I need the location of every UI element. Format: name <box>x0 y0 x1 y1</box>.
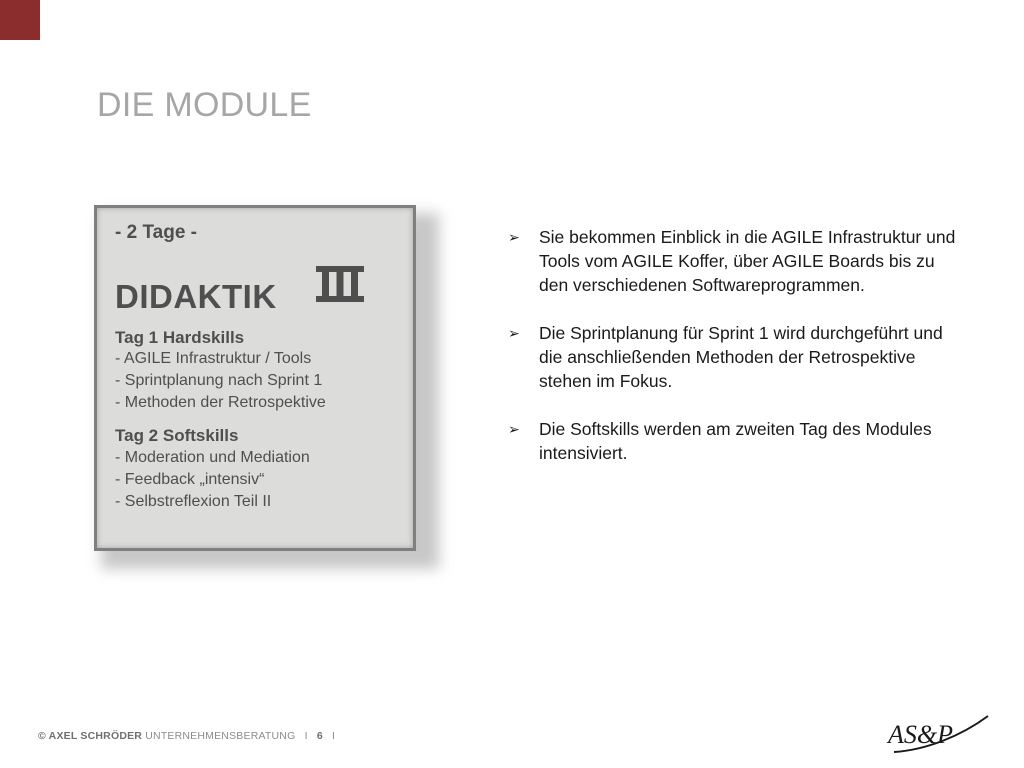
accent-square <box>0 0 40 40</box>
day2-heading: Tag 2 Softskills <box>115 426 239 445</box>
bullet-text: Sie bekommen Einblick in die AGILE Infrastruktur und Tools vom AGILE Koffer, über AGILE Boards bis zu den verschiedenen Softwareprogrammen. <box>539 227 956 295</box>
arrow-bullet-icon: ➢ <box>508 325 520 341</box>
bullet-item <box>506 225 956 297</box>
day2-topic: - Selbstreflexion Teil II <box>115 493 272 510</box>
footer-separator: I <box>332 730 336 742</box>
day1-heading: Tag 1 Hardskills <box>115 328 245 347</box>
asp-logo <box>886 712 996 756</box>
roman-numeral-three-pillar-icon <box>316 266 364 302</box>
bullet-item <box>506 321 956 393</box>
footer-separator: I <box>304 730 308 742</box>
arrow-bullet-icon: ➢ <box>508 421 520 437</box>
module-card <box>94 205 416 551</box>
footer-copyright: © AXEL SCHRÖDER <box>38 730 143 742</box>
module-name: DIDAKTIK <box>115 278 277 315</box>
bullet-text: Die Sprintplanung für Sprint 1 wird durchgeführt und die anschließenden Methoden der Retrospektive stehen im Fokus. <box>539 323 943 391</box>
day2-topic-list <box>115 447 310 513</box>
footer-page-number: 6 <box>316 730 323 742</box>
slide-title: DIE MODULE <box>97 86 312 124</box>
footer-company: UNTERNEHMENSBERATUNG <box>145 730 296 742</box>
bullet-text: Die Softskills werden am zweiten Tag des Modules intensiviert. <box>539 419 932 463</box>
day1-topic: - Methoden der Retrospektive <box>115 394 326 411</box>
arrow-bullet-icon: ➢ <box>508 229 520 245</box>
bullet-list <box>506 225 956 489</box>
footer <box>38 730 341 742</box>
day2-topic: - Moderation und Mediation <box>115 449 310 466</box>
bullet-item <box>506 417 956 465</box>
day1-topic: - Sprintplanung nach Sprint 1 <box>115 372 323 389</box>
module-duration: - 2 Tage - <box>115 222 197 243</box>
logo-text: AS&P <box>888 720 953 749</box>
day2-topic: - Feedback „intensiv“ <box>115 471 265 488</box>
day1-topic-list <box>115 348 326 414</box>
day1-topic: - AGILE Infrastruktur / Tools <box>115 350 312 367</box>
